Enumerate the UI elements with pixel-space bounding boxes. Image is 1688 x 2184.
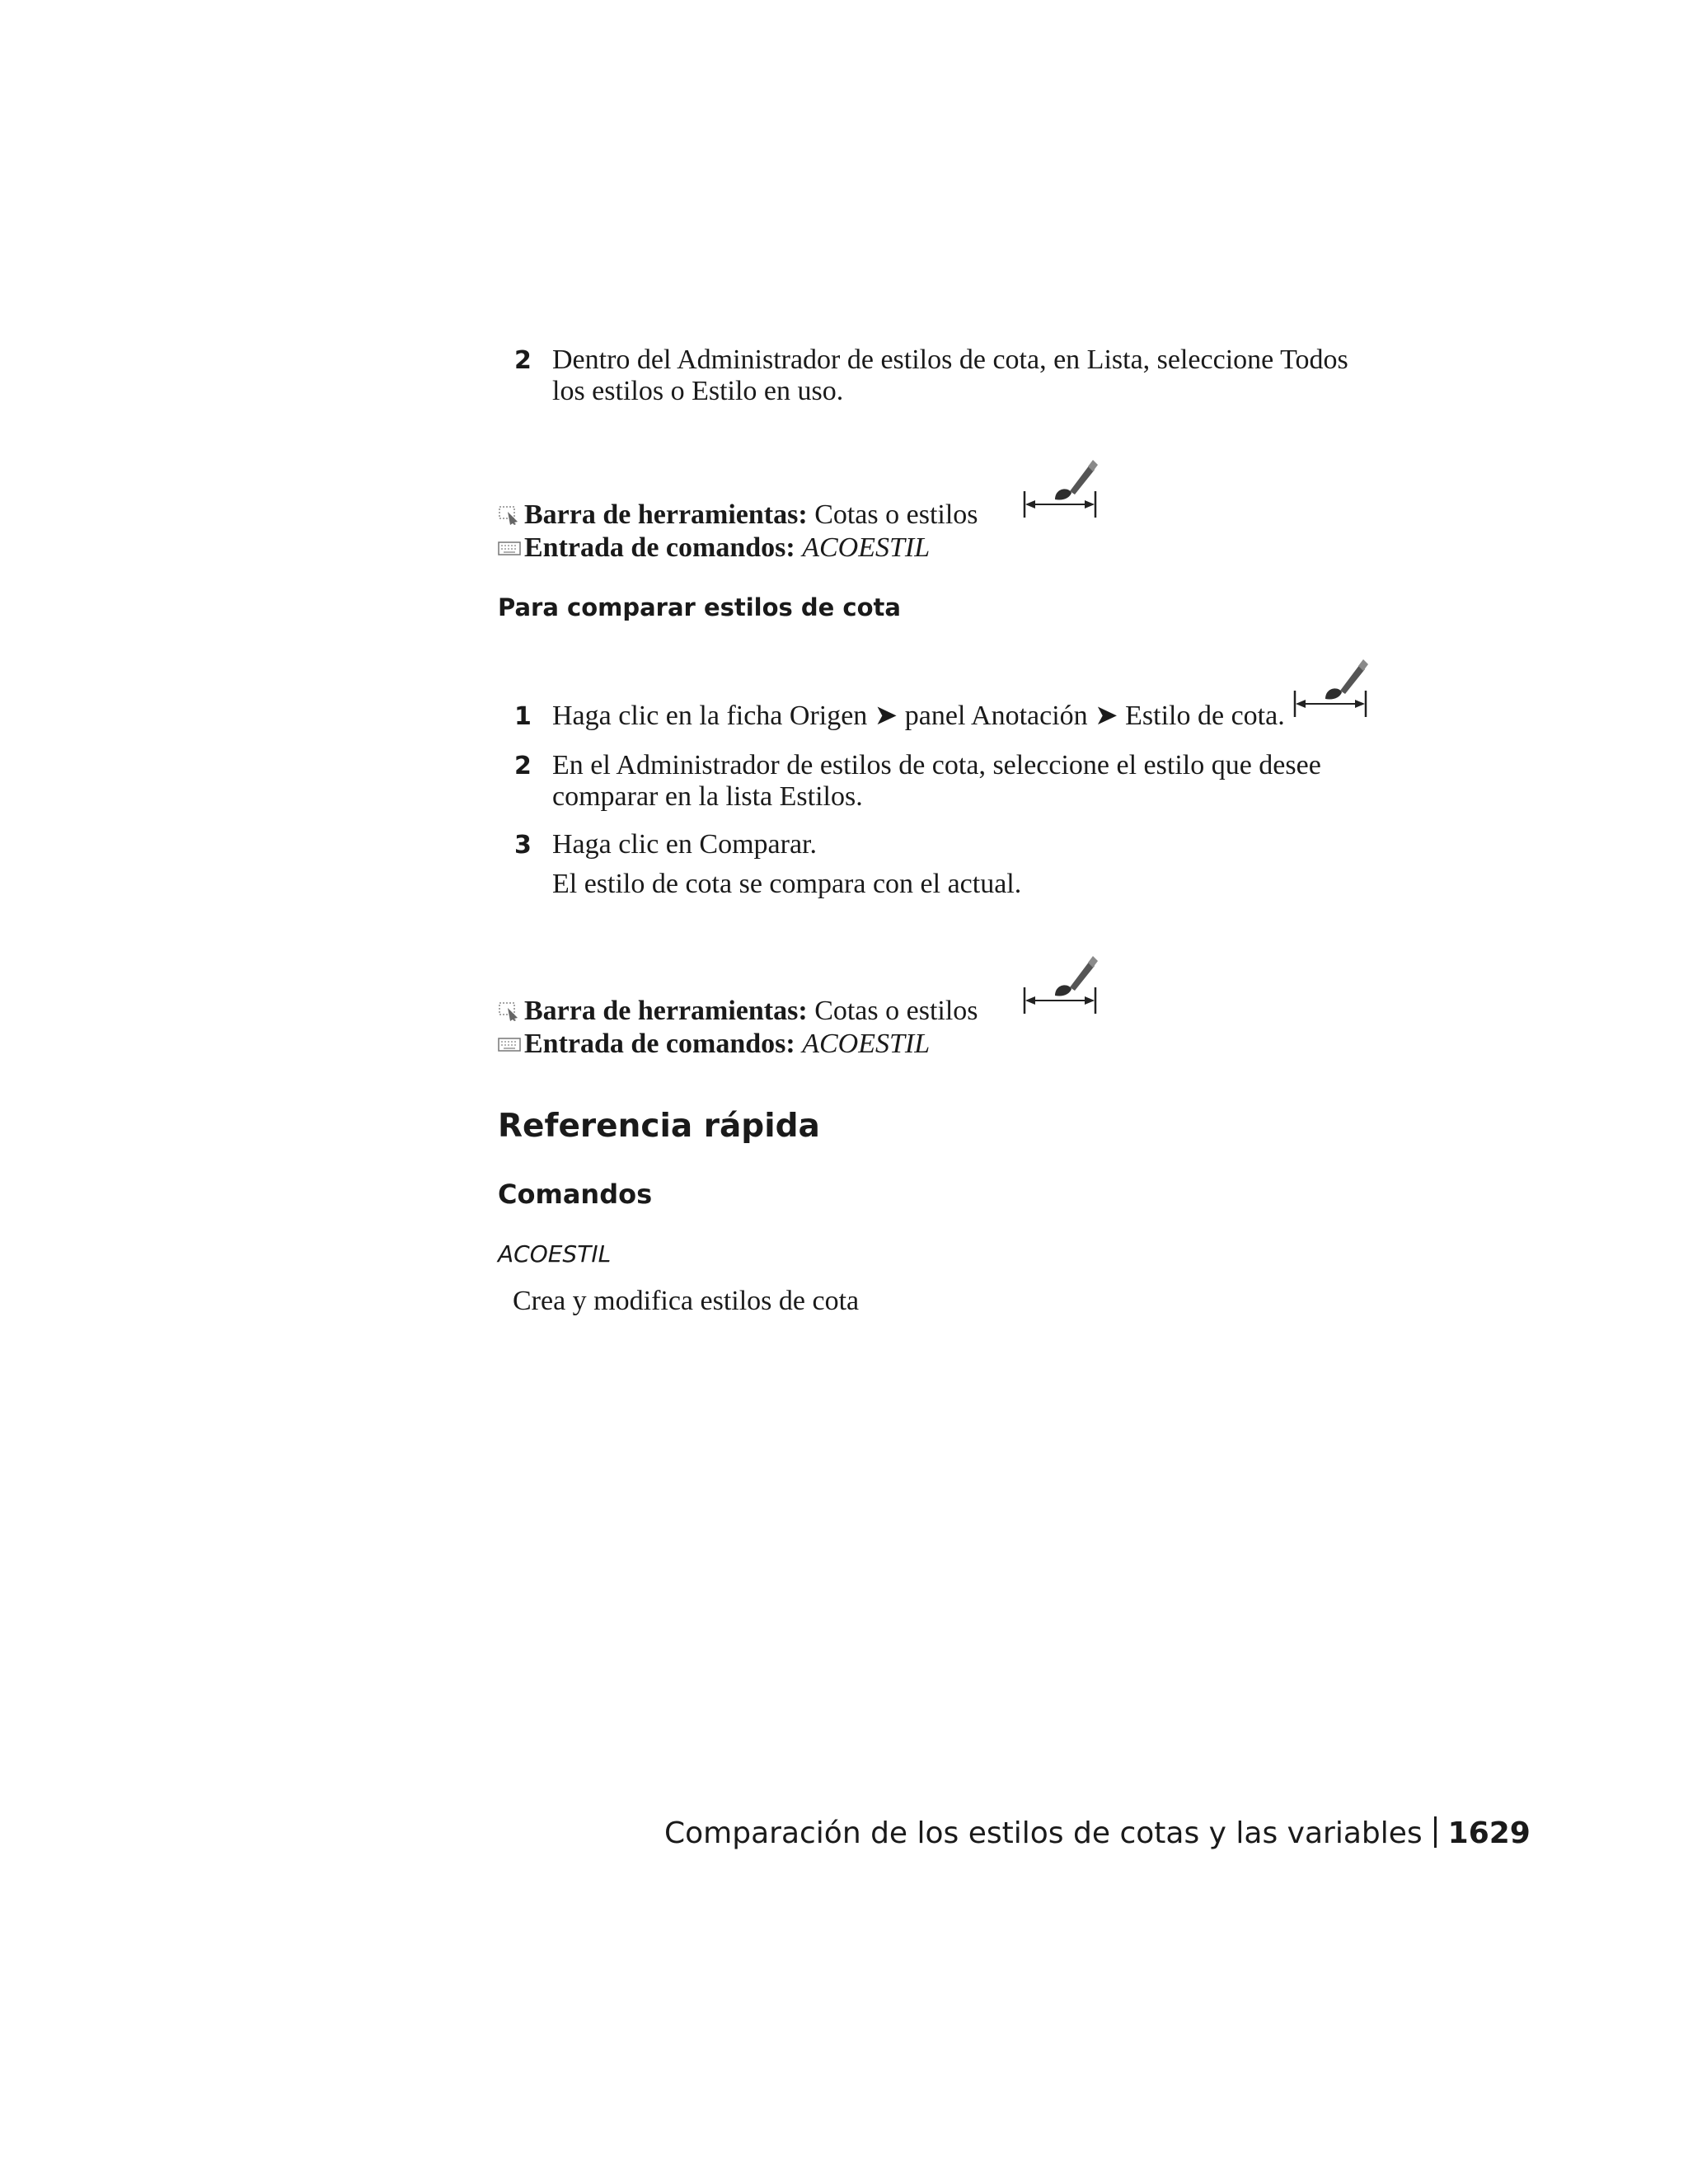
toolbar-value: Cotas o estilos <box>814 499 978 530</box>
step-result: El estilo de cota se compara con el actual. <box>552 869 1022 899</box>
dimension-style-icon <box>1292 656 1368 720</box>
step-text-continued: comparar en la lista Estilos. <box>552 781 863 812</box>
toolbar-label: Barra de herramientas: <box>524 499 808 530</box>
step-text: Haga clic en Comparar. <box>552 829 817 860</box>
commands-heading: Comandos <box>498 1179 653 1210</box>
command-label: Entrada de comandos: <box>524 532 795 563</box>
command-description: Crea y modifica estilos de cota <box>513 1286 860 1316</box>
keyboard-icon <box>498 1034 521 1054</box>
dimension-style-icon <box>1022 953 1098 1017</box>
procedure-heading: Para comparar estilos de cota <box>498 593 901 621</box>
toolbar-access-line <box>498 996 978 1027</box>
command-entry-line <box>498 1029 930 1060</box>
toolbar-icon <box>498 1001 521 1021</box>
step-text: En el Administrador de estilos de cota, seleccione el estilo que desee <box>552 750 1321 780</box>
toolbar-value: Cotas o estilos <box>814 996 978 1026</box>
toolbar-label: Barra de herramientas: <box>524 996 808 1026</box>
command-value: ACOESTIL <box>802 1029 931 1059</box>
step-number: 3 <box>514 831 532 860</box>
page-footer <box>664 1816 1531 1850</box>
command-label: Entrada de comandos: <box>524 1029 795 1059</box>
footer-separator <box>1434 1816 1437 1848</box>
toolbar-access-line <box>498 499 978 531</box>
section-heading: Referencia rápida <box>498 1108 820 1145</box>
keyboard-icon <box>498 538 521 558</box>
step-number: 1 <box>514 702 532 731</box>
command-value: ACOESTIL <box>802 532 931 563</box>
dimension-style-icon <box>1022 457 1098 521</box>
step-number: 2 <box>514 752 532 780</box>
command-entry-line <box>498 532 930 564</box>
step-text: Haga clic en la ficha Origen ➤ panel Anotación ➤ Estilo de cota. <box>552 701 1285 731</box>
step-number: 2 <box>514 346 532 375</box>
step-text: Dentro del Administrador de estilos de cota, en Lista, seleccione Todos <box>552 344 1348 375</box>
page-number: 1629 <box>1447 1816 1531 1850</box>
footer-title: Comparación de los estilos de cotas y las variables <box>664 1816 1423 1850</box>
command-name: ACOESTIL <box>498 1240 612 1268</box>
step-text-continued: los estilos o Estilo en uso. <box>552 376 844 406</box>
toolbar-icon <box>498 505 521 525</box>
